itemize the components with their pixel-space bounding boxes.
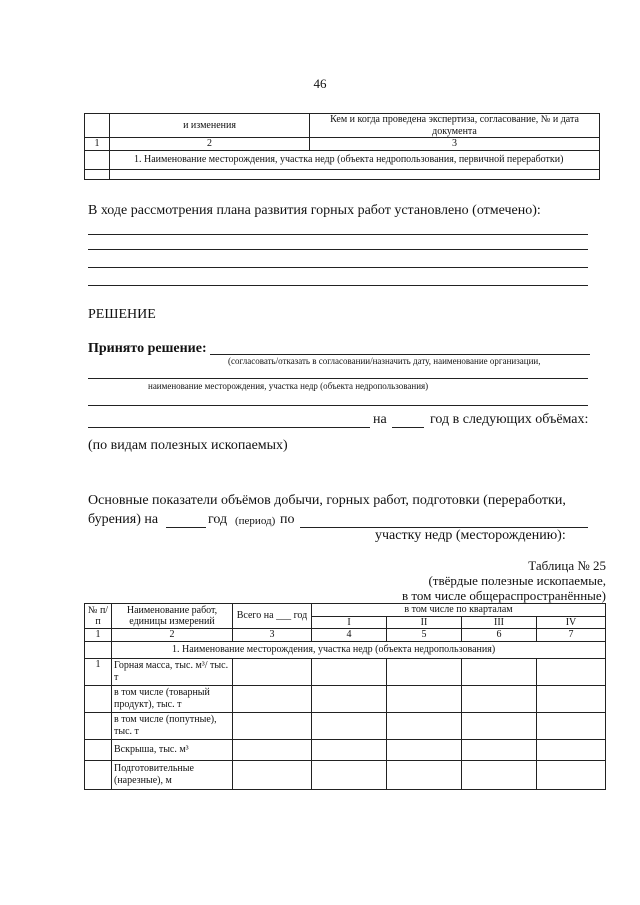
indicators-line-2b: год <box>208 512 228 527</box>
top-table-header-3: Кем и когда проведена экспертиза, согласование, № и дата документа <box>310 114 600 138</box>
main-q3: III <box>462 616 537 629</box>
top-table-section-row: 1. Наименование месторождения, участка недр (объекта недропользования, первичной переработки) <box>110 150 600 169</box>
indicators-line-2a: бурения) на <box>88 512 159 527</box>
main-n3: 3 <box>233 629 312 642</box>
volumes-line <box>88 427 370 428</box>
indicators-line-1: Основные показатели объёмов добычи, горных работ, подготовки (переработки, <box>88 493 566 508</box>
main-q4: IV <box>537 616 606 629</box>
decision-line-3 <box>88 405 588 406</box>
indicators-year-line <box>166 527 206 528</box>
main-h-quarters: в том числе по кварталам <box>312 604 606 617</box>
indicators-line-3: участку недр (месторождению): <box>375 528 566 543</box>
top-table-header-2: и изменения <box>110 114 310 138</box>
main-n6: 6 <box>462 629 537 642</box>
main-row5-name: Подготовительные (нарезные), м <box>112 760 233 789</box>
review-line-3 <box>88 267 588 268</box>
decision-label: Принято решение: <box>88 341 207 356</box>
main-h-total: Всего на ___ год <box>233 604 312 629</box>
table-caption-2: (твёрдые полезные ископаемые, <box>428 573 606 588</box>
page-number: 46 <box>313 76 327 91</box>
table-caption-1: Таблица № 25 <box>528 558 606 573</box>
decision-line-2 <box>88 378 588 379</box>
volumes-na: на <box>373 412 387 427</box>
top-table-num-1: 1 <box>85 138 110 151</box>
decision-hint-2: наименование месторождения, участка недр (объекта недропользования) <box>148 381 429 391</box>
review-text: В ходе рассмотрения плана развития горных работ установлено (отмечено): <box>88 203 541 218</box>
review-line-1 <box>88 234 588 235</box>
top-table <box>84 113 600 180</box>
review-line-2 <box>88 249 588 250</box>
top-table-num-3: 3 <box>310 138 600 151</box>
main-row1-num: 1 <box>85 658 112 685</box>
table-caption-3: в том числе общераспространённые) <box>402 588 606 603</box>
decision-heading: РЕШЕНИЕ <box>88 307 156 322</box>
top-table-num-2: 2 <box>110 138 310 151</box>
main-n4: 4 <box>312 629 387 642</box>
decision-hint-1: (согласовать/отказать в согласовании/назначить дату, наименование организации, <box>228 356 541 366</box>
volumes-text: год в следующих объёмах: <box>430 412 589 427</box>
main-h-name: Наименование работ, единицы измерений <box>112 604 233 629</box>
main-n2: 2 <box>112 629 233 642</box>
main-row3-name: в том числе (попутные), тыс. т <box>112 712 233 739</box>
main-section-row: 1. Наименование месторождения, участка недр (объекта недропользования) <box>112 641 606 658</box>
main-row4-name: Вскрыша, тыс. м³ <box>112 739 233 760</box>
main-n5: 5 <box>387 629 462 642</box>
volumes-year-line <box>392 427 424 428</box>
main-row2-name: в том числе (товарный продукт), тыс. т <box>112 685 233 712</box>
main-table <box>84 603 606 790</box>
main-n1: 1 <box>85 629 112 642</box>
main-row1-name: Горная масса, тыс. м³/ тыс. т <box>112 658 233 685</box>
decision-line-1 <box>210 354 590 355</box>
minerals-text: (по видам полезных ископаемых) <box>88 438 288 453</box>
indicators-line-2c: (период) <box>235 515 276 527</box>
indicators-line-2d: по <box>280 512 295 527</box>
review-line-4 <box>88 285 588 286</box>
main-n7: 7 <box>537 629 606 642</box>
main-q2: II <box>387 616 462 629</box>
main-q1: I <box>312 616 387 629</box>
main-h-num: № п/п <box>85 604 112 629</box>
